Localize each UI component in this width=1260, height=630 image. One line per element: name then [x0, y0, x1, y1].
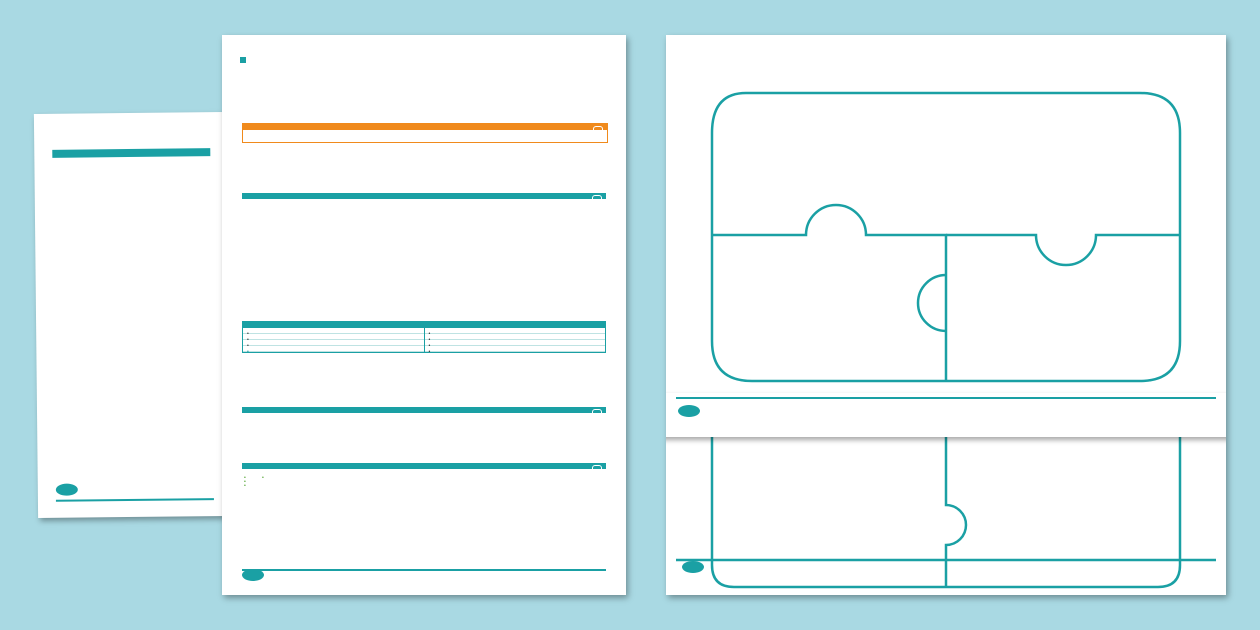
- intervention-page: [222, 35, 626, 595]
- pre-intervention-check: [242, 123, 608, 143]
- addressing-header: [242, 407, 606, 413]
- doc-logo: [242, 569, 264, 581]
- gap-header: [242, 193, 606, 199]
- pre-check-header: [243, 124, 607, 130]
- jigsaw-page: [666, 35, 1226, 595]
- gap-section: [242, 193, 606, 219]
- overlay-logo: [678, 405, 700, 417]
- overlay-card: [666, 393, 1226, 437]
- title-square-icon: [240, 57, 246, 63]
- key-q-bullet: [260, 473, 268, 477]
- key-q-bullet: [242, 481, 250, 485]
- key-questions-header: [242, 463, 606, 469]
- back-logo: [56, 484, 78, 496]
- prep-vocab-table: [242, 321, 606, 353]
- back-footer-line: [56, 498, 214, 502]
- jigsaw-logo: [682, 561, 704, 573]
- back-key-questions-header: [52, 148, 210, 158]
- division-jigsaws-link[interactable]: [243, 346, 424, 352]
- addressing-section: [242, 407, 606, 417]
- jigsaw-outline: [666, 35, 1226, 595]
- doc-footer-line: [242, 569, 606, 571]
- key-questions-section: [242, 463, 606, 485]
- pre-check-item: [243, 138, 607, 142]
- back-page: [34, 112, 228, 518]
- vocab-item: [425, 346, 606, 352]
